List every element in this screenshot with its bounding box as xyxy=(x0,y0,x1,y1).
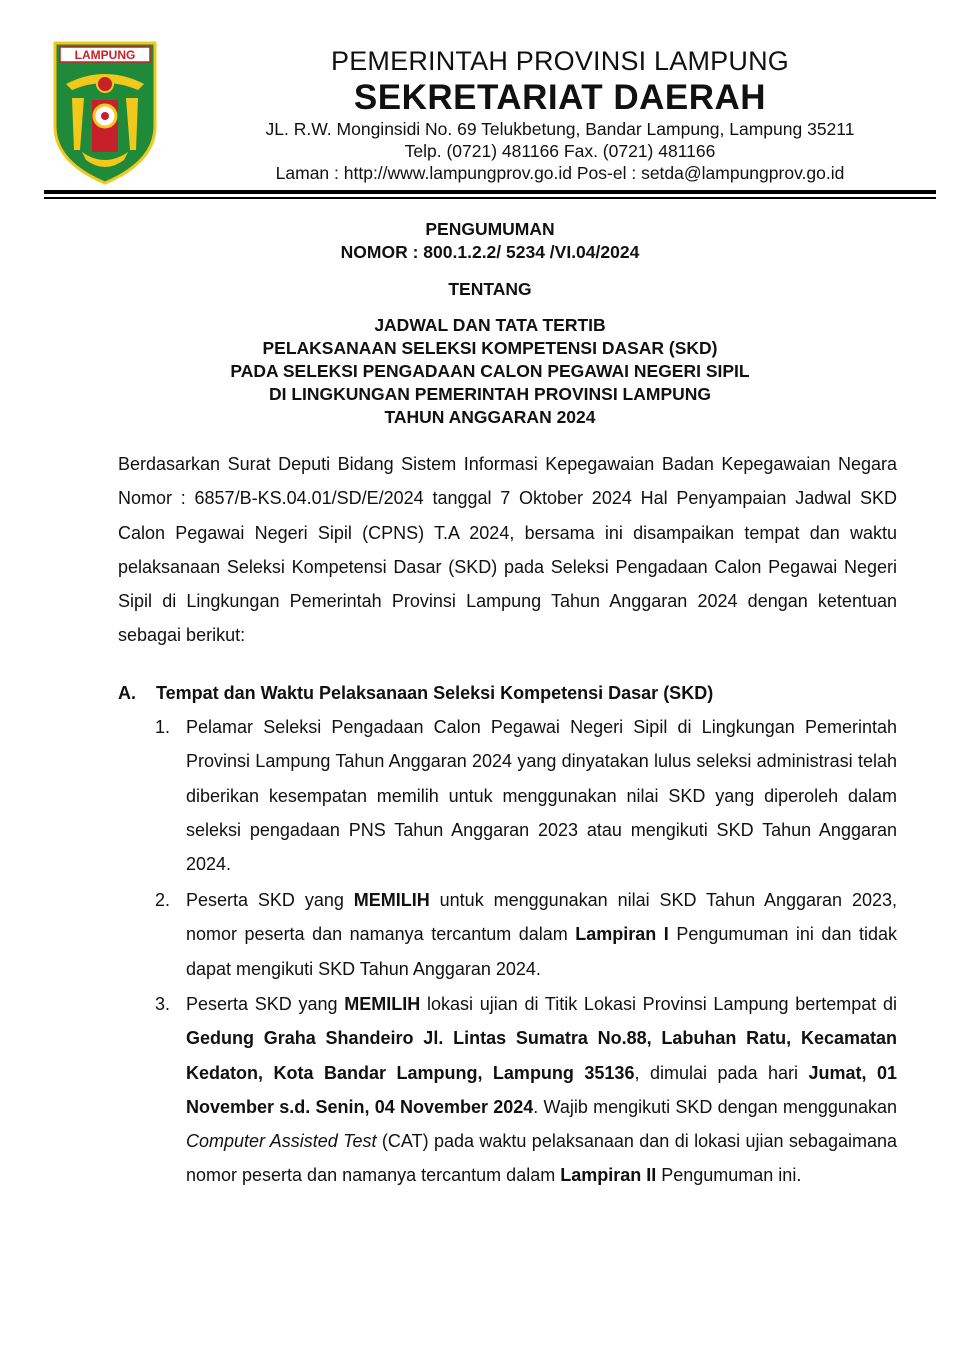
list-item-text xyxy=(186,883,897,986)
logo-text: LAMPUNG xyxy=(74,48,136,62)
list-item xyxy=(155,710,897,881)
office-phone: Telp. (0721) 481166 Fax. (0721) 481166 xyxy=(404,141,716,161)
subject-line: PADA SELEKSI PENGADAAN CALON PEGAWAI NEGERI SIPIL xyxy=(230,361,750,381)
list-item-number: 2. xyxy=(155,890,171,910)
list-item xyxy=(155,987,897,1193)
announcement-type: PENGUMUMAN xyxy=(425,219,555,239)
text-run: Peserta SKD yang xyxy=(186,890,354,910)
emphasis-text: MEMILIH xyxy=(344,994,421,1014)
text-run: lokasi ujian di Titik Lokasi Provinsi Lampung bertempat di xyxy=(420,994,897,1014)
about-label: TENTANG xyxy=(448,279,532,299)
office-web-email: Laman : http://www.lampungprov.go.id Pos-el : setda@lampungprov.go.id xyxy=(275,163,845,183)
text-run: untuk menggunakan nilai SKD Tahun Anggaran 2023, nomor peserta dan namanya tercantum dalam xyxy=(186,890,897,945)
subject-line: PELAKSANAAN SELEKSI KOMPETENSI DASAR (SKD) xyxy=(262,338,718,358)
intro-paragraph: Berdasarkan Surat Deputi Bidang Sistem Informasi Kepegawaian Badan Kepegawaian Negara Nomor : 6857/B-KS.04.01/SD/E/2024 tanggal 7 Oktober 2024 Hal Penyampaian Jadwal SKD Calon Pegawai Negeri Sipil (CPNS) T.A 2024, bersama ini disampaikan tempat dan waktu pelaksanaan Seleksi Kompetensi Dasar (SKD) pada Seleksi Pengadaan Calon Pegawai Negeri Sipil di Lingkungan Pemerintah Provinsi Lampung Tahun Anggaran 2024 dengan ketentuan sebagai berikut: xyxy=(118,454,897,646)
text-run: Peserta SKD yang xyxy=(186,994,345,1014)
text-run: Pengumuman ini dan tidak dapat mengikuti SKD Tahun Anggaran 2024. xyxy=(186,924,897,979)
text-run: , dimulai pada hari xyxy=(634,1062,809,1083)
office-address: JL. R.W. Monginsidi No. 69 Telukbetung, Bandar Lampung, Lampung 35211 xyxy=(265,119,855,139)
letterhead-divider-thin xyxy=(44,197,936,199)
section-letter: A. xyxy=(118,683,136,703)
letterhead xyxy=(200,44,920,184)
list-item-number: 1. xyxy=(155,717,171,737)
emphasis-text: Jumat, 01 November s.d. Senin, 04 November 2024 xyxy=(186,1062,898,1117)
announcement-subject xyxy=(0,314,980,429)
text-run: (CAT) pada waktu pelaksanaan dan di lokasi ujian sebagaimana nomor peserta dan namanya tercantum dalam xyxy=(186,1131,898,1186)
text-run: . Wajib mengikuti SKD dengan menggunakan xyxy=(533,1096,897,1117)
office-name: SEKRETARIAT DAERAH xyxy=(353,78,767,117)
list-item-text xyxy=(186,987,897,1193)
text-run: Pengumuman ini. xyxy=(656,1165,802,1186)
list-item-number: 3. xyxy=(155,994,171,1014)
list-item xyxy=(155,883,897,986)
lampung-province-emblem xyxy=(52,40,158,186)
italic-text: Computer Assisted Test xyxy=(186,1131,377,1152)
section-a-heading xyxy=(118,676,898,710)
announcement-heading xyxy=(0,218,980,264)
subject-line: TAHUN ANGGARAN 2024 xyxy=(384,407,596,427)
emphasis-text: Gedung Graha Shandeiro Jl. Lintas Sumatra No.88, Labuhan Ratu, Kecamatan Kedaton, Kota Bandar Lampung, Lampung 35136 xyxy=(186,1028,897,1083)
list-item-text: Pelamar Seleksi Pengadaan Calon Pegawai Negeri Sipil di Lingkungan Pemerintah Provinsi Lampung Tahun Anggaran 2024 yang dinyatakan lulus seleksi administrasi telah diberikan kesempatan memilih untuk menggunakan nilai SKD yang diperoleh dalam seleksi pengadaan PNS Tahun Anggaran 2023 atau mengikuti SKD Tahun Anggaran 2024. xyxy=(186,717,897,875)
section-title: Tempat dan Waktu Pelaksanaan Seleksi Kompetensi Dasar (SKD) xyxy=(156,683,714,703)
emphasis-text: Lampiran I xyxy=(575,924,669,945)
emphasis-text: Lampiran II xyxy=(560,1165,657,1186)
letterhead-divider-thick xyxy=(44,190,936,194)
subject-line: JADWAL DAN TATA TERTIB xyxy=(374,315,606,335)
subject-line: DI LINGKUNGAN PEMERINTAH PROVINSI LAMPUNG xyxy=(268,384,712,404)
government-name: PEMERINTAH PROVINSI LAMPUNG xyxy=(331,46,789,76)
announcement-number: NOMOR : 800.1.2.2/ 5234 /VI.04/2024 xyxy=(340,242,640,262)
emphasis-text: MEMILIH xyxy=(353,890,430,910)
